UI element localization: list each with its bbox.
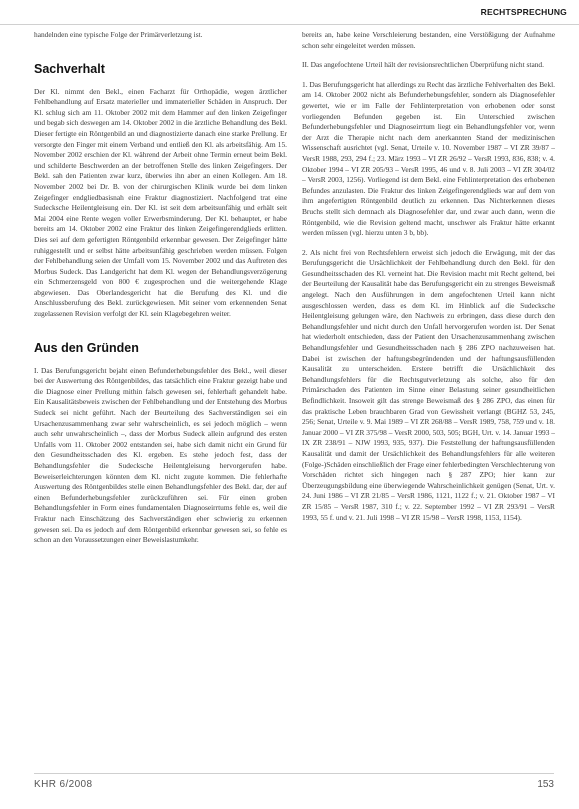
right-paragraph-3: 1. Das Berufungsgericht hat allerdings zu Recht das ärztliche Fehlverhalten des Bekl. am 14. Oktober 2002 nicht als Befunderhebungsfehler, sondern als Diagnosefehler gewertet, wie er im Falle der Fehlinterpretation von erhobenen oder sonst vorliegenden Befunden gegeben ist. Ein Unterschied zwischen Befunderhebungsfehler und Diagnoseirrtum liegt ein Behandlungsfehler vor, wenn der Arzt die Therapie nicht nach dem anerkannten Stand der medizinischen Wissenschaft ausrichtet (vgl. Senat, Urteile v. 10. November 1987 – VI ZR 39/87 – VersR 1988, 293, 294 f.; 23. März 1993 – VI ZR 26/92 – VersR 1993, 836, 838; v. 4. Oktober 1994 – VI ZR 205/93 – VersR 1995, 46 und v. 8. Juli 2003 – VI ZR 304/02 – VersR 2003, 1256). Vorliegend ist dem Bekl. eine Fehlinterpretation des erhobenen Befundes anzulasten. Die Fraktur des linken Zeigefingerendglieds war auf dem von ihm angefertigten Röntgenbild deutlich zu erkennen. Das Nichterkennen dieses Bruchs stellt sich demnach als Diagnosefehler dar, und zwar auch dann, wenn die Röntgenbild, wie die Revision geltend macht, unschwer als Fraktur hätte erkannt werden müssen (vgl. hierzu unten 3 b, bb).	[302, 79, 555, 238]
left-column	[34, 30, 287, 555]
right-paragraph-2: II. Das angefochtene Urteil hält der revisionsrechtlichen Überprüfung nicht stand.	[302, 60, 544, 70]
right-column	[302, 30, 555, 532]
heading-gruende: Aus den Gründen	[34, 340, 139, 355]
right-paragraph-1: bereits an, habe keine Verschleierung bestanden, eine Verstößigung der Aufnahme schon sehr eingeleitet werden müssen.	[302, 30, 555, 50]
page-number: 153	[537, 779, 554, 790]
right-paragraph-4: 2. Als nicht frei von Rechtsfehlern erweist sich jedoch die Erwägung, mit der das Berufungsgericht die Ursächlichkeit der Fehlbehandlung durch den Bekl. für den Gesundheitsschaden des Kl. verneint hat. Die Revision macht mit Recht geltend, bei der Beurteilung der Kausalität habe das Berufungsgericht ein zu strenges Beweismaß angelegt. Nach den Ausführungen in dem angefochtenen Urteil kann nicht ausgeschlossen werden, dass es dem Kl. im Hinblick auf die Sudecksche Heilentgleisung gelungen wäre, den Nachweis zu erbringen, dass diese durch den Behandlungsfehler und nicht durch den Unfall hervorgerufen worden ist. Der Senat hat wiederholt entschieden, dass der Patient den Ursachenzusammenhang zwischen Behandlungsfehler und Gesundheitsschaden nach § 286 ZPO nachzuweisen hat. Dabei ist zwischen der haftungsbegründenden und der haftungsausfüllenden Kausalität zu unterscheiden. Erstere betrifft die Ursächlichkeit des Behandlungsfehlers für die Rechtsgutverletzung als solche, also für den Primärschaden des Patienten im Sinne einer Belastung seiner gesundheitlichen Befindlichkeit. Insoweit gilt das strenge Beweismaß des § 286 ZPO, das einen für das praktische Leben brauchbaren Grad von Gewissheit verlangt (BGHZ 53, 245, 256; Senat, Urteile v. 9. Mai 1989 – VI ZR 268/88 – VersR 1989, 758, 759 und v. 18. Januar 2000 – VI ZR 375/98 – VersR 2000, 503, 505; BGH, Urt. v. 14. Januar 1993 – IX ZR 238/91 – NJW 1993, 935, 937). Die Feststellung der haftungsausfüllenden Kausalität und damit der Ursächlichkeit des Behandlungsfehlers für alle weiteren (Folge-)Schäden einschließlich der Frage einer fehlerbedingten Verschlechterung von Vorschäden richtet sich hingegen nach § 287 ZPO; hier kann zur Überzeugungsbildung eine überwiegende Wahrscheinlichkeit genügen (Senat, Urt. v. 24. Juni 1986 – VI ZR 21/85 – VersR 1986, 1121, 1122 f.; v. 21. Oktober 1987 – VI ZR 15/85 – VersR 1987, 310 f.; v. 22. September 1992 – VI ZR 293/91 – VersR 1993, 55 f. und v. 21. Juli 1998 – VI ZR 15/98 – VersR 1998, 1153, 1154).	[302, 247, 555, 522]
section-label: RECHTSPRECHUNG	[480, 7, 567, 17]
intro-paragraph: handelnden eine typische Folge der Primärverletzung ist.	[34, 30, 203, 39]
reasons-paragraph: I. Das Berufungsgericht bejaht einen Befunderhebungsfehler des Bekl., weil dieser bei der Auswertung des Röntgenbildes, das tatsächlich eine Fraktur gezeigt habe und die Diagnose einer Prellung mithin falsch gewesen sei, fehlerhaft gehandelt habe. Ein Kausalitätsbeweis zwischen der Fehlbehandlung und der Entstehung des Morbus Sudeck sei nicht geführt. Nach der Beurteilung des Sachverständigen sei ein Ursachenzusammenhang zwar sehr wahrscheinlich, es sei jedoch möglich – wenn auch sehr unwahrscheinlich –, dass der Morbus Sudeck allein aufgrund des ersten Unfalls vom 11. Oktober 2002 entstanden sei, habe sich damit nicht ein Grund für den Gesundheitsschaden des Kl. ergeben. Es stehe jedoch fest, dass der Behandlungsfehler die Sudecksche Heilentgleisung hervorgerufen habe. Beweiserleichterungen könnten dem Kl. nicht zugute kommen. Die fehlerhafte Auswertung des Röntgenbildes stelle einen Behandlungsfehler des Bekl. dar, der auf einen Befunderhebungsfehler zurückzuführen sei. Für einen groben Behandlungsfehler in Form eines fundamentalen Diagnoseirrtums fehle es, weil die Fraktur nach Einschätzung des Sachverständigen eher schwierig zu erkennen gewesen sei. Da es jedoch auf dem Röntgenbild erkennbar gewesen sei, so fehle es schon an den Voraussetzungen einer Beweislastumkehr.	[34, 365, 287, 545]
facts-paragraph: Der Kl. nimmt den Bekl., einen Facharzt für Orthopädie, wegen ärztlicher Fehlbehandlung auf Ersatz materieller und immaterieller Schäden in Anspruch. Der Kl. schlug sich am 11. Oktober 2002 mit dem Hammer auf den linken Zeigefinger und begab sich deswegen am 14. Oktober 2002 in die ärztliche Behandlung des Bekl. Dieser fertigte ein Röntgenbild an und diagnostizierte danach eine starke Prellung. Er versorgte den Finger mit einem Verband und entließ den Kl. als arbeitsfähig. Am 15. November 2002 erschien der Kl. während der Arbeit ohne Termin erneut beim Bekl. und schilderte Beschwerden an der betroffenen Stelle des linken Zeigefingers. Der Bekl. sah den Patienten zwar kurz, überwies ihn aber an einen Kollegen. Am 18. November 2002 bei Dr. B. von der chirurgischen Klinik wurde bei dem linken Zeigefinger endgliedbasisnah eine Fraktur diagnostiziert. Nachfolgend trat eine Sudecksche Heilentgleisung ein. Der Kl. ist seit dem arbeitsunfähig und erhält seit Mai 2004 eine Rente wegen voller Erwerbsminderung. Der Kl. behauptet, er habe bereits am 14. Oktober 2002 eine Fraktur des linken Zeigefingerendglieds erlitten. Dies sei auf dem gefertigten Röntgenbild erkennbar gewesen. Der Zeigefinger hätte ruhiggestellt und er selbst hätte arbeitsunfähig geschrieben werden müssen. Folgen der Fehlbehandlung seien der Umfall vom 15. November 2002 und das Auftreten des Morbus Sudeck. Das Landgericht hat dem Kl. wegen der Behandlungsverzögerung ein Schmerzensgeld von 800 € zugesprochen und die weitergehende Klage abgewiesen. Das Oberlandesgericht hat die Berufung des Kl. und die Anschlussberufung des Bekl. zurückgewiesen. Mit seiner vom erkennenden Senat zugelassenen Revision verfolgt der Kl. sein Klagebegehren weiter.	[34, 86, 287, 319]
header-band	[0, 0, 579, 25]
journal-label: KHR 6/2008	[34, 779, 93, 790]
heading-sachverhalt: Sachverhalt	[34, 61, 105, 76]
footer-divider	[34, 773, 554, 774]
